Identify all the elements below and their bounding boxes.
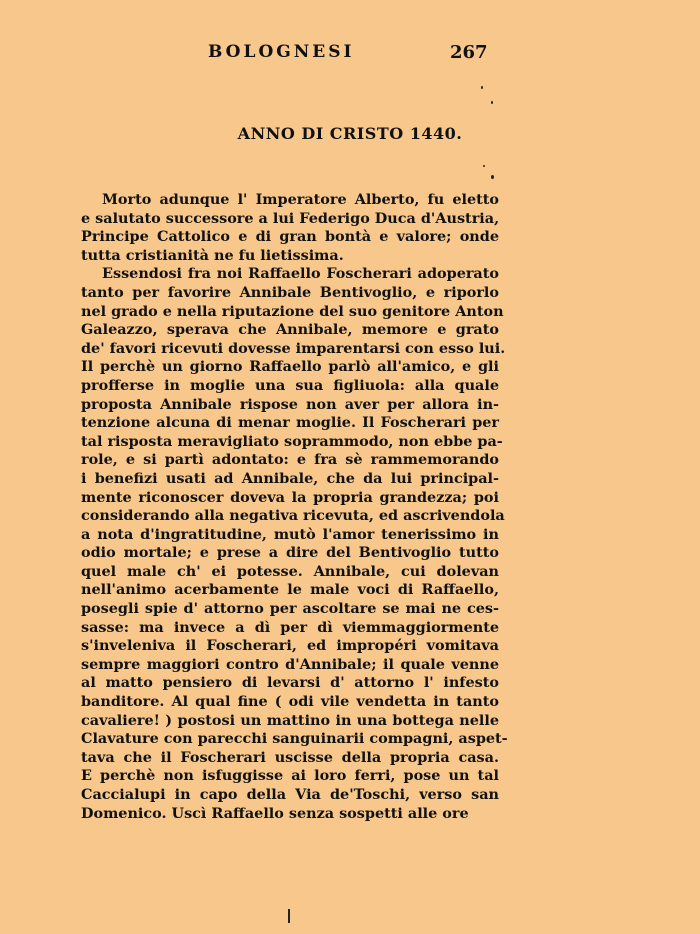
text-line: profferse in moglie una sua figliuola: alla quale [81, 376, 499, 394]
text-line: e salutato successore a lui Federigo Duca d'Austria, [81, 209, 500, 227]
paragraph [81, 265, 508, 823]
print-speck [483, 165, 485, 167]
text-line: tanto per favorire Annibale Bentivoglio, e riporlo [81, 283, 499, 301]
print-speck [491, 175, 494, 179]
page-number: 267 [450, 42, 488, 63]
text-line: posegli spie d' attorno per ascoltare se mai ne ces- [81, 600, 499, 618]
text-line: cavaliere! ) postosi un mattino in una bottega nelle [81, 711, 499, 729]
text-line: odio mortale; e prese a dire del Bentivoglio tutto [81, 544, 499, 562]
text-line: Domenico. Uscì Raffaello senza sospetti alle ore [81, 804, 469, 822]
section-heading: ANNO DI CRISTO 1440. [237, 124, 463, 143]
text-line: role, e si partì adontato: e fra sè rammemorando [81, 451, 499, 469]
paragraph [81, 191, 499, 265]
text-line: Principe Cattolico e di gran bontà e valore; onde [81, 228, 499, 246]
running-head [0, 42, 700, 66]
text-line: tenzione alcuna di menar moglie. Il Foscherari per [81, 414, 499, 432]
text-line: Essendosi fra noi Raffaello Foscherari adoperato [102, 265, 499, 283]
text-line: Clavature con parecchi sanguinarii compagni, aspet- [81, 730, 508, 748]
text-line: Caccialupi in capo della Via de'Toschi, verso san [81, 786, 499, 803]
text-line: Il perchè un giorno Raffaello parlò all'amico, e gli [81, 358, 499, 376]
text-line: nel grado e nella riputazione del suo genitore Anton [81, 302, 504, 320]
text-line: tal risposta meravigliato soprammodo, non ebbe pa- [81, 432, 503, 450]
text-line: de' favori ricevuti dovesse imparentarsi con esso lui. [81, 339, 506, 357]
print-speck [481, 86, 483, 89]
print-mark [288, 909, 290, 923]
text-line: banditore. Al qual fine ( odi vile vendetta in tanto [81, 693, 499, 711]
text-line: considerando alla negativa ricevuta, ed ascrivendola [81, 507, 505, 525]
text-line: tava che il Foscherari uscisse della propria casa. [81, 748, 499, 766]
text-line: Morto adunque l' Imperatore Alberto, fu eletto [102, 191, 499, 208]
text-line: nell'animo acerbamente le male voci di Raffaello, [81, 581, 499, 599]
text-line: proposta Annibale rispose non aver per allora in- [81, 395, 499, 413]
print-speck [491, 101, 493, 104]
body-text [81, 191, 508, 823]
text-line: quel male ch' ei potesse. Annibale, cui dolevan [81, 562, 499, 580]
running-title: BOLOGNESI [208, 42, 355, 62]
text-line: tutta cristianità ne fu lietissima. [81, 246, 344, 264]
text-line: E perchè non isfuggisse ai loro ferri, pose un tal [81, 767, 499, 785]
text-line: i benefizi usati ad Annibale, che da lui principal- [81, 469, 499, 487]
text-line: s'inveleniva il Foscherari, ed impropéri vomitava [81, 637, 499, 655]
text-line: Galeazzo, sperava che Annibale, memore e grato [81, 321, 499, 339]
text-line: sasse: ma invece a dì per dì viemmaggiormente [81, 618, 499, 636]
text-line: a nota d'ingratitudine, mutò l'amor tenerissimo in [81, 525, 499, 543]
text-line: sempre maggiori contro d'Annibale; il quale venne [81, 655, 499, 673]
text-line: al matto pensiero di levarsi d' attorno l' infesto [81, 674, 499, 692]
text-line: mente riconoscer doveva la propria grandezza; poi [81, 488, 499, 506]
